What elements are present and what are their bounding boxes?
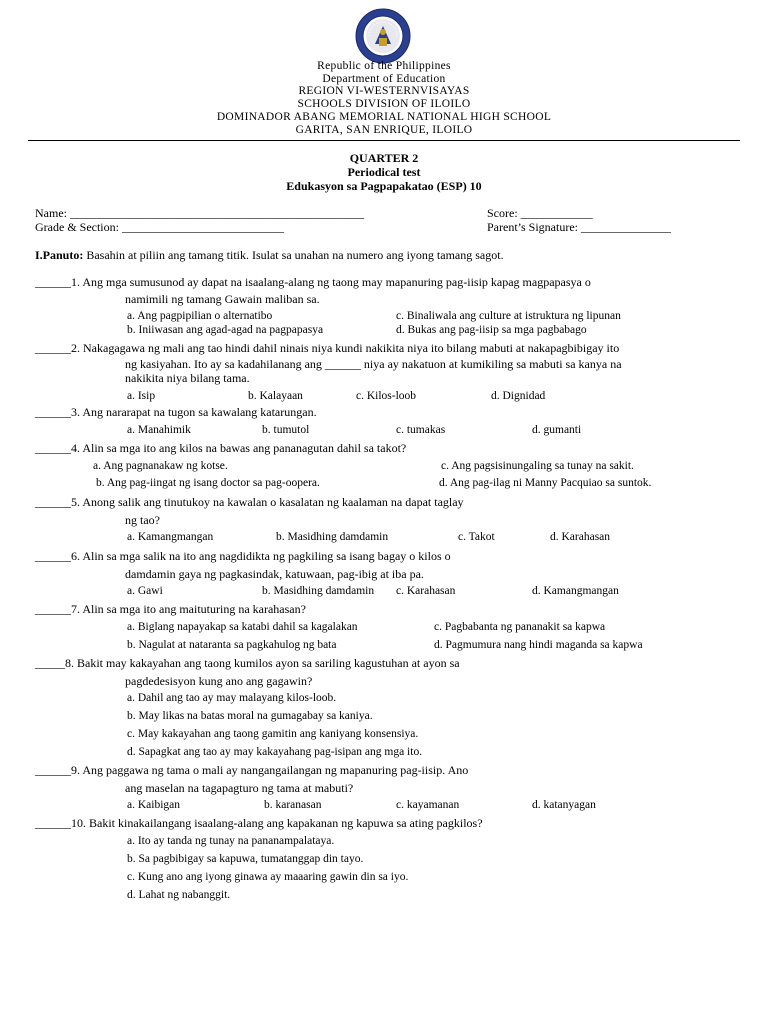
q1-option-a[interactable]: a. Ang pagpipilian o alternatibo	[127, 310, 273, 322]
q6-option-d[interactable]: d. Kamangmangan	[532, 585, 619, 597]
question-1-cont: namimili ng tamang Gawain maliban sa.	[125, 292, 320, 306]
q9-option-a[interactable]: a. Kaibigan	[127, 799, 181, 811]
q7-option-d[interactable]: d. Pagmumura nang hindi maganda sa kapwa	[434, 639, 643, 651]
q7-option-b[interactable]: b. Nagulat at nataranta sa pagkahulog ng bata	[127, 639, 337, 651]
question-2-cont: ng kasiyahan. Ito ay sa kadahilanang ang ______ niya ay nakatuon at kumikiling sa mabuti sa kanya na	[125, 357, 622, 371]
header-region: REGION VI-WESTERNVISAYAS	[298, 85, 470, 97]
q4-option-a[interactable]: a. Ang pagnanakaw ng kotse.	[93, 460, 228, 472]
q5-option-d[interactable]: d. Karahasan	[550, 531, 611, 543]
header-republic: Republic of the Philippines	[317, 60, 451, 72]
question-4: ______4. Alin sa mga ito ang kilos na bawas ang pananagutan dahil sa takot?	[35, 441, 407, 455]
header-division: SCHOOLS DIVISION OF ILOILO	[297, 98, 471, 110]
name-field[interactable]: Name: _________________________________________________	[35, 206, 364, 220]
q4-option-b[interactable]: b. Ang pag-iingat ng isang doctor sa pag-oopera.	[96, 477, 320, 489]
question-6: ______6. Alin sa mga salik na ito ang nagdidikta ng pagkiling sa isang bagay o kilos o	[35, 549, 451, 563]
q1-option-d[interactable]: d. Bukas ang pag-iisip sa mga pagbabago	[396, 324, 587, 336]
q2-option-b[interactable]: b. Kalayaan	[248, 390, 303, 402]
q10-option-a[interactable]: a. Ito ay tanda ng tunay na pananampalataya.	[127, 835, 335, 847]
q2-option-c[interactable]: c. Kilos-loob	[356, 390, 417, 402]
q8-option-a[interactable]: a. Dahil ang tao ay may malayang kilos-loob.	[127, 692, 337, 704]
question-9-cont: ang maselan na tagapagturo ng tama at mabuti?	[125, 781, 354, 795]
q5-option-c[interactable]: c. Takot	[458, 531, 495, 543]
instructions-text: Basahin at piliin ang tamang titik. Isulat sa unahan na numero ang iyong tamang sagot.	[83, 248, 504, 262]
question-3: ______3. Ang nararapat na tugon sa kawalang katarungan.	[35, 405, 317, 419]
question-5-cont: ng tao?	[125, 513, 160, 527]
quarter-title: QUARTER 2	[349, 151, 419, 165]
q2-option-a[interactable]: a. Isip	[127, 390, 156, 402]
q9-option-c[interactable]: c. kayamanan	[396, 799, 460, 811]
question-1: ______1. Ang mga sumusunod ay dapat na isaalang-alang ng taong may mapanuring pag-iisip kapag magpapasya o	[35, 275, 591, 289]
header-department: Department of Education	[322, 73, 446, 85]
q1-option-c[interactable]: c. Binaliwala ang culture at istruktura ng lipunan	[396, 310, 621, 322]
q10-option-d[interactable]: d. Lahat ng nabanggit.	[127, 889, 231, 901]
score-field[interactable]: Score: ____________	[487, 206, 593, 220]
header-divider	[28, 140, 740, 141]
q6-option-a[interactable]: a. Gawi	[127, 585, 163, 597]
q5-option-b[interactable]: b. Masidhing damdamin	[276, 531, 389, 543]
q2-option-d[interactable]: d. Dignidad	[491, 390, 546, 402]
question-10: ______10. Bakit kinakailangang isaalang-alang ang kapakanan ng kapuwa sa ating pagkilos?	[35, 816, 483, 830]
q3-option-a[interactable]: a. Manahimik	[127, 424, 191, 436]
question-9: ______9. Ang paggawa ng tama o mali ay nangangailangan ng mapanuring pag-iisip. Ano	[35, 763, 469, 777]
question-2: ______2. Nakagagawa ng mali ang tao hindi dahil ninais niya kundi nakikita niya ito bilang mabuti at nakapagbibigay ito	[35, 341, 620, 355]
header-school: DOMINADOR ABANG MEMORIAL NATIONAL HIGH SCHOOL	[216, 111, 552, 123]
q4-option-c[interactable]: c. Ang pagsisinungaling sa tunay na sakit.	[441, 460, 634, 472]
q1-option-b[interactable]: b. Iniiwasan ang agad-agad na pagpapasya	[127, 324, 324, 336]
q10-option-b[interactable]: b. Sa pagbibigay sa kapuwa, tumatanggap din tayo.	[127, 853, 364, 865]
q7-option-c[interactable]: c. Pagbabanta ng pananakit sa kapwa	[434, 621, 606, 633]
header-address: GARITA, SAN ENRIQUE, ILOILO	[295, 124, 473, 136]
q3-option-c[interactable]: c. tumakas	[396, 424, 446, 436]
test-title: Periodical test	[347, 165, 421, 179]
question-7: ______7. Alin sa mga ito ang maituturing na karahasan?	[35, 602, 306, 616]
q5-option-a[interactable]: a. Kamangmangan	[127, 531, 214, 543]
q9-option-d[interactable]: d. katanyagan	[532, 799, 596, 811]
parent-signature-field[interactable]: Parent’s Signature: _______________	[487, 220, 671, 234]
q7-option-a[interactable]: a. Biglang napayakap sa katabi dahil sa kagalakan	[127, 621, 358, 633]
instructions-label: I.Panuto:	[35, 248, 84, 262]
deped-seal-logo	[355, 8, 411, 64]
question-6-cont: damdamin gaya ng pagkasindak, katuwaan, pag-ibig at iba pa.	[125, 567, 424, 581]
q3-option-b[interactable]: b. tumutol	[262, 424, 310, 436]
q9-option-b[interactable]: b. karanasan	[264, 799, 322, 811]
q6-option-b[interactable]: b. Masidhing damdamin	[262, 585, 375, 597]
question-8-cont: pagdedesisyon kung ano ang gagawin?	[125, 674, 313, 688]
q3-option-d[interactable]: d. gumanti	[532, 424, 582, 436]
q8-option-c[interactable]: c. May kakayahan ang taong gamitin ang kaniyang konsensiya.	[127, 728, 419, 740]
subject-title: Edukasyon sa Pagpapakatao (ESP) 10	[286, 179, 482, 193]
q8-option-d[interactable]: d. Sapagkat ang tao ay may kakayahang pag-isipan ang mga ito.	[127, 746, 423, 758]
question-5: ______5. Anong salik ang tinutukoy na kawalan o kasalatan ng kaalaman na dapat taglay	[35, 495, 464, 509]
q8-option-b[interactable]: b. May likas na batas moral na gumagabay sa kaniya.	[127, 710, 373, 722]
q10-option-c[interactable]: c. Kung ano ang iyong ginawa ay maaaring gawin din sa iyo.	[127, 871, 409, 883]
grade-section-field[interactable]: Grade & Section: ___________________________	[35, 220, 284, 234]
question-8: _____8. Bakit may kakayahan ang taong kumilos ayon sa sariling kagustuhan at ayon sa	[35, 656, 460, 670]
q4-option-d[interactable]: d. Ang pag-ilag ni Manny Pacquiao sa suntok.	[439, 477, 652, 489]
question-2-cont2: nakikita niya bilang tama.	[125, 371, 250, 385]
q6-option-c[interactable]: c. Karahasan	[396, 585, 456, 597]
instructions	[35, 249, 504, 262]
